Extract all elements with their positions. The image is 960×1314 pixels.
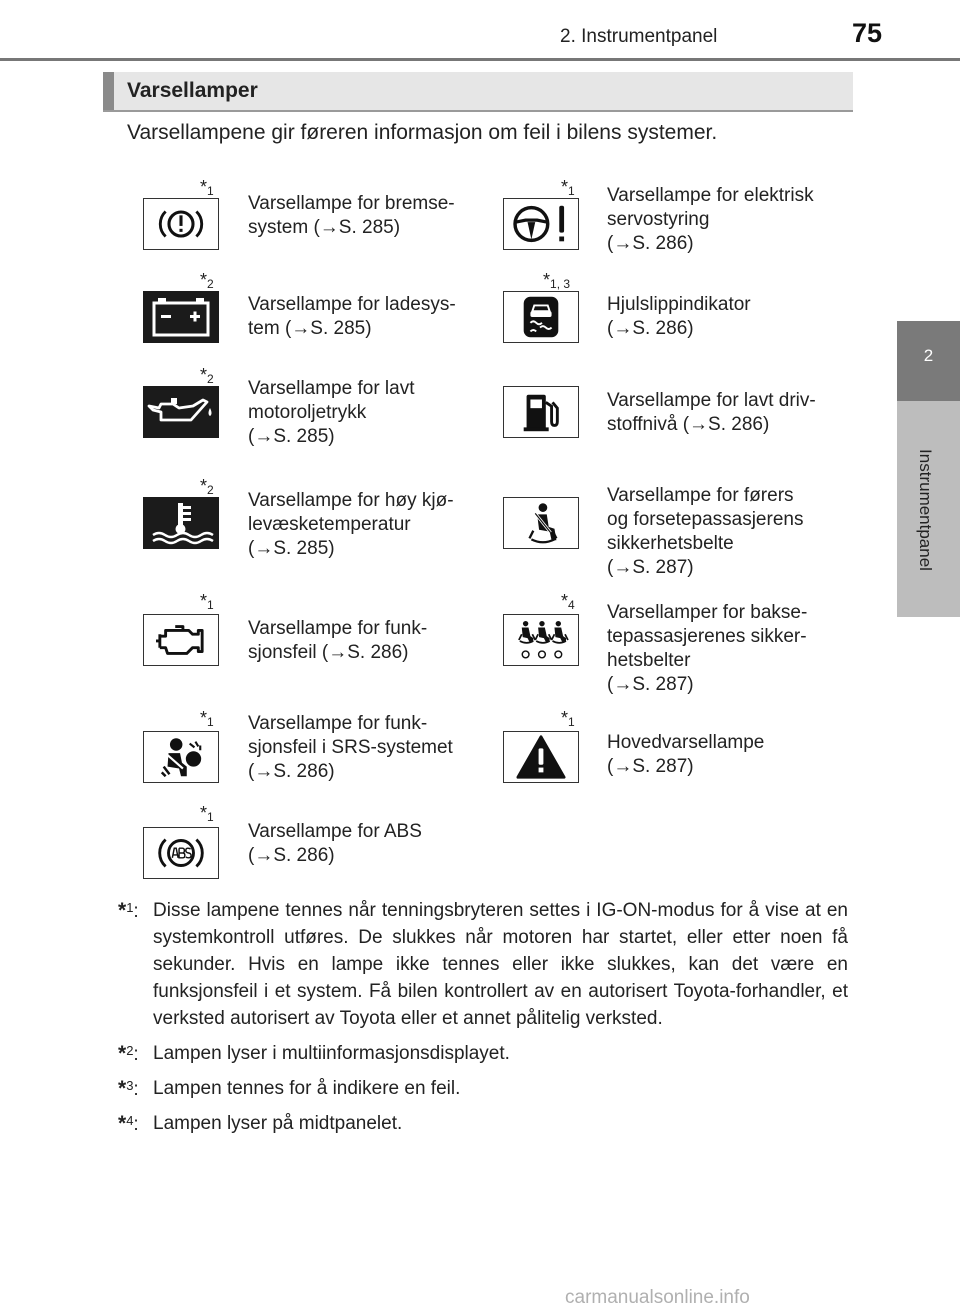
lamp-description: Varsellamper for bakse- tepassasjerenes sikker- hetsbelter (→S. 287) <box>607 602 808 695</box>
side-tab-label <box>910 412 940 608</box>
footnote-3 <box>118 1075 848 1102</box>
lamp-description: Varsellampe for lavt driv- stoffnivå (→S. 286) <box>607 390 816 435</box>
charging-system-icon <box>143 291 219 343</box>
oil-pressure-icon <box>143 386 219 438</box>
lamp-description: Varsellampe for elektrisk servostyring (→S. 286) <box>607 185 814 254</box>
footnote-text: Disse lampene tennes når tenningsbryteren settes i IG-ON-modus for å vise at en systemkontroll utføres. De slukkes når motoren har startet, eller etter noen få sekunder. Hvis en lampe ikke tennes eller ikke slukkes, kan det være en funksjonsfeil i et system. Få bilen kontrollert av en autorisert Toyota-forhandler, et verksted autorisert av Toyota eller et annet pålitelig verksted. <box>153 900 848 1029</box>
lamp-description: Varsellampe for ladesys- tem (→S. 285) <box>248 294 456 339</box>
lamp-description: Hjulslippindikator (→S. 286) <box>607 294 751 339</box>
slip-indicator-icon <box>503 291 579 343</box>
lamp-footnote-marker: $*_2$ <box>200 476 214 497</box>
intro-text: Varsellampene gir føreren informasjon om feil i bilens systemer. <box>127 121 718 144</box>
power-steering-icon <box>503 198 579 250</box>
lamp-description: Varsellampe for bremse- system (→S. 285) <box>248 193 455 238</box>
seatbelt-icon <box>503 497 579 549</box>
fuel-level-icon <box>503 386 579 438</box>
lamp-footnote-marker: $*_1$ <box>561 708 575 729</box>
lamp-description: Varsellampe for høy kjø- levæsketemperatur (→S. 285) <box>248 490 454 559</box>
footnote-marker: $*_4$: <box>118 1112 139 1135</box>
footnote-text: Lampen lyser på midtpanelet. <box>153 1113 403 1134</box>
footnote-marker: $*_3$: <box>118 1077 139 1100</box>
footnote-marker: $*_1$: <box>118 899 139 922</box>
header-divider <box>0 58 960 61</box>
footnote-1 <box>118 897 848 1032</box>
abs-icon <box>143 827 219 879</box>
rear-seatbelt-icon <box>503 614 579 666</box>
footnotes <box>118 897 848 1145</box>
lamp-footnote-marker: $*_1$ <box>200 177 214 198</box>
lamp-footnote-marker: $*_1$ <box>561 177 575 198</box>
lamp-footnote-marker: $*_1$ <box>200 591 214 612</box>
side-tab-number: 2 <box>923 346 934 365</box>
watermark: carmanualsonline.info <box>565 1287 750 1308</box>
srs-airbag-icon <box>143 731 219 783</box>
footnote-text: Lampen tennes for å indikere en feil. <box>153 1078 461 1099</box>
side-tab-label-text: Instrumentpanel <box>916 449 935 571</box>
lamp-footnote-marker: $*_2$ <box>200 365 214 386</box>
check-engine-icon <box>143 614 219 666</box>
footnote-2 <box>118 1040 848 1067</box>
lamp-description: Varsellampe for ABS (→S. 286) <box>248 821 422 866</box>
lamp-footnote-marker: $*_{1, 3}$ <box>543 270 571 291</box>
lamp-footnote-marker: $*_2$ <box>200 270 214 291</box>
lamp-footnote-marker: $*_4$ <box>561 591 575 612</box>
chapter-title: 2. Instrumentpanel <box>560 26 718 47</box>
lamp-description: Varsellampe for førers og forsetepassasjerens sikkerhetsbelte (→S. 287) <box>607 485 804 578</box>
coolant-temperature-icon <box>143 497 219 549</box>
lamp-description: Varsellampe for funk- sjonsfeil (→S. 286) <box>248 618 428 663</box>
footnote-4 <box>118 1110 848 1137</box>
master-warning-icon <box>503 731 579 783</box>
section-header <box>103 72 853 112</box>
footnote-text: Lampen lyser i multiinformasjonsdisplayet. <box>153 1043 510 1064</box>
footnote-marker: $*_2$: <box>118 1042 139 1065</box>
lamp-description: Hovedvarsellampe (→S. 287) <box>607 732 765 777</box>
page-number: 75 <box>852 18 883 48</box>
section-marker <box>103 72 114 110</box>
lamp-footnote-marker: $*_1$ <box>200 803 214 824</box>
lamp-description: Varsellampe for lavt motoroljetrykk (→S. 285) <box>248 378 415 447</box>
lamp-description: Varsellampe for funk- sjonsfeil i SRS-systemet (→S. 286) <box>248 713 453 782</box>
lamp-footnote-marker: $*_1$ <box>200 708 214 729</box>
section-title: Varsellamper <box>127 79 258 102</box>
brake-system-icon <box>143 198 219 250</box>
